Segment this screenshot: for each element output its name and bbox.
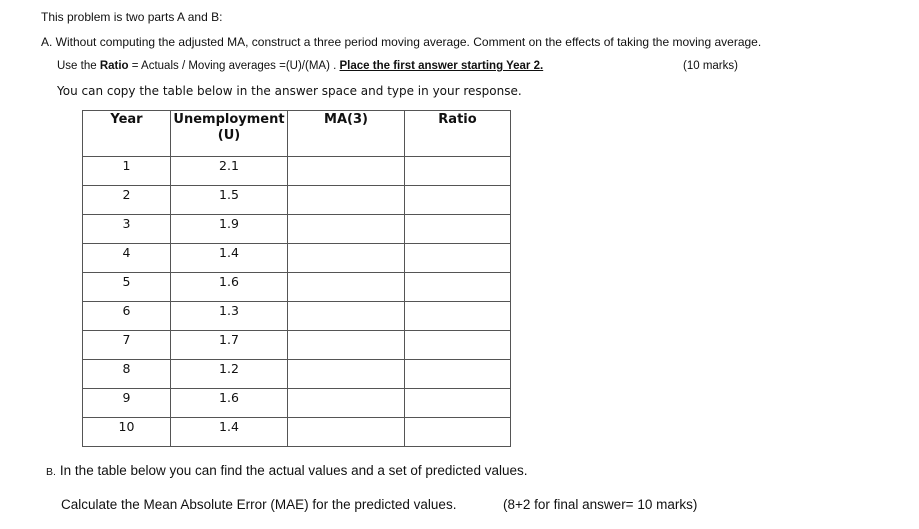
year-cell: 10 bbox=[83, 418, 171, 447]
table-row bbox=[83, 273, 511, 302]
ratio-cell[interactable] bbox=[405, 302, 511, 331]
ma-cell[interactable] bbox=[288, 186, 405, 215]
ratio-cell[interactable] bbox=[405, 418, 511, 447]
unemployment-cell: 1.4 bbox=[171, 418, 288, 447]
part-b-text: In the table below you can find the actual values and a set of predicted values. bbox=[59, 463, 528, 478]
ratio-cell[interactable] bbox=[405, 157, 511, 186]
table-row bbox=[83, 244, 511, 273]
ratio-word: Ratio bbox=[99, 60, 129, 72]
ma-cell[interactable] bbox=[288, 215, 405, 244]
header-year: Year bbox=[83, 111, 171, 157]
unemployment-cell: 1.7 bbox=[171, 331, 288, 360]
table-header-row bbox=[83, 111, 511, 157]
year-cell: 7 bbox=[83, 331, 171, 360]
ratio-cell[interactable] bbox=[405, 244, 511, 273]
table-row bbox=[83, 215, 511, 244]
header-unemployment-label: Unemployment bbox=[173, 112, 285, 127]
unemployment-cell: 1.4 bbox=[171, 244, 288, 273]
copy-table-note: You can copy the table below in the answer space and type in your response. bbox=[57, 84, 522, 98]
ratio-cell[interactable] bbox=[405, 331, 511, 360]
ma-cell[interactable] bbox=[288, 418, 405, 447]
ma-cell[interactable] bbox=[288, 273, 405, 302]
unemployment-cell: 1.2 bbox=[171, 360, 288, 389]
unemployment-cell: 1.9 bbox=[171, 215, 288, 244]
header-unemployment bbox=[171, 111, 288, 157]
ma-cell[interactable] bbox=[288, 157, 405, 186]
part-a-marks: (10 marks) bbox=[683, 60, 738, 72]
table-row bbox=[83, 331, 511, 360]
ma-cell[interactable] bbox=[288, 360, 405, 389]
table-row bbox=[83, 360, 511, 389]
year-cell: 4 bbox=[83, 244, 171, 273]
header-ratio: Ratio bbox=[405, 111, 511, 157]
ratio-instruction-prefix: Use the bbox=[57, 60, 100, 72]
ratio-cell[interactable] bbox=[405, 215, 511, 244]
ratio-cell[interactable] bbox=[405, 389, 511, 418]
ratio-cell[interactable] bbox=[405, 186, 511, 215]
unemployment-cell: 1.6 bbox=[171, 273, 288, 302]
ma-cell[interactable] bbox=[288, 389, 405, 418]
ma-cell[interactable] bbox=[288, 244, 405, 273]
year-cell: 9 bbox=[83, 389, 171, 418]
part-b-question bbox=[46, 463, 527, 478]
year-cell: 1 bbox=[83, 157, 171, 186]
unemployment-cell: 1.6 bbox=[171, 389, 288, 418]
ratio-formula: = Actuals / Moving averages =(U)/(MA) . bbox=[128, 60, 340, 72]
part-a-question: A. Without computing the adjusted MA, construct a three period moving average. Comment on the effects of taking the moving average. bbox=[41, 35, 762, 49]
place-first-answer-note: Place the first answer starting Year 2. bbox=[339, 60, 544, 72]
table-row bbox=[83, 302, 511, 331]
ratio-cell[interactable] bbox=[405, 360, 511, 389]
intro-text: This problem is two parts A and B: bbox=[41, 10, 223, 24]
year-cell: 8 bbox=[83, 360, 171, 389]
year-cell: 6 bbox=[83, 302, 171, 331]
table-row bbox=[83, 389, 511, 418]
header-unemployment-sub: (U) bbox=[217, 128, 241, 143]
table-row bbox=[83, 157, 511, 186]
moving-average-table bbox=[82, 110, 511, 447]
unemployment-cell: 2.1 bbox=[171, 157, 288, 186]
part-b-label: B. bbox=[46, 466, 56, 478]
unemployment-cell: 1.3 bbox=[171, 302, 288, 331]
ma-cell[interactable] bbox=[288, 331, 405, 360]
ratio-cell[interactable] bbox=[405, 273, 511, 302]
table-row bbox=[83, 418, 511, 447]
part-b-marks: (8+2 for final answer= 10 marks) bbox=[503, 497, 698, 512]
unemployment-cell: 1.5 bbox=[171, 186, 288, 215]
year-cell: 3 bbox=[83, 215, 171, 244]
header-ma3: MA(3) bbox=[288, 111, 405, 157]
ma-cell[interactable] bbox=[288, 302, 405, 331]
year-cell: 2 bbox=[83, 186, 171, 215]
year-cell: 5 bbox=[83, 273, 171, 302]
table-row bbox=[83, 186, 511, 215]
mae-instruction: Calculate the Mean Absolute Error (MAE) for the predicted values. bbox=[61, 497, 457, 512]
ratio-instruction bbox=[57, 60, 543, 72]
